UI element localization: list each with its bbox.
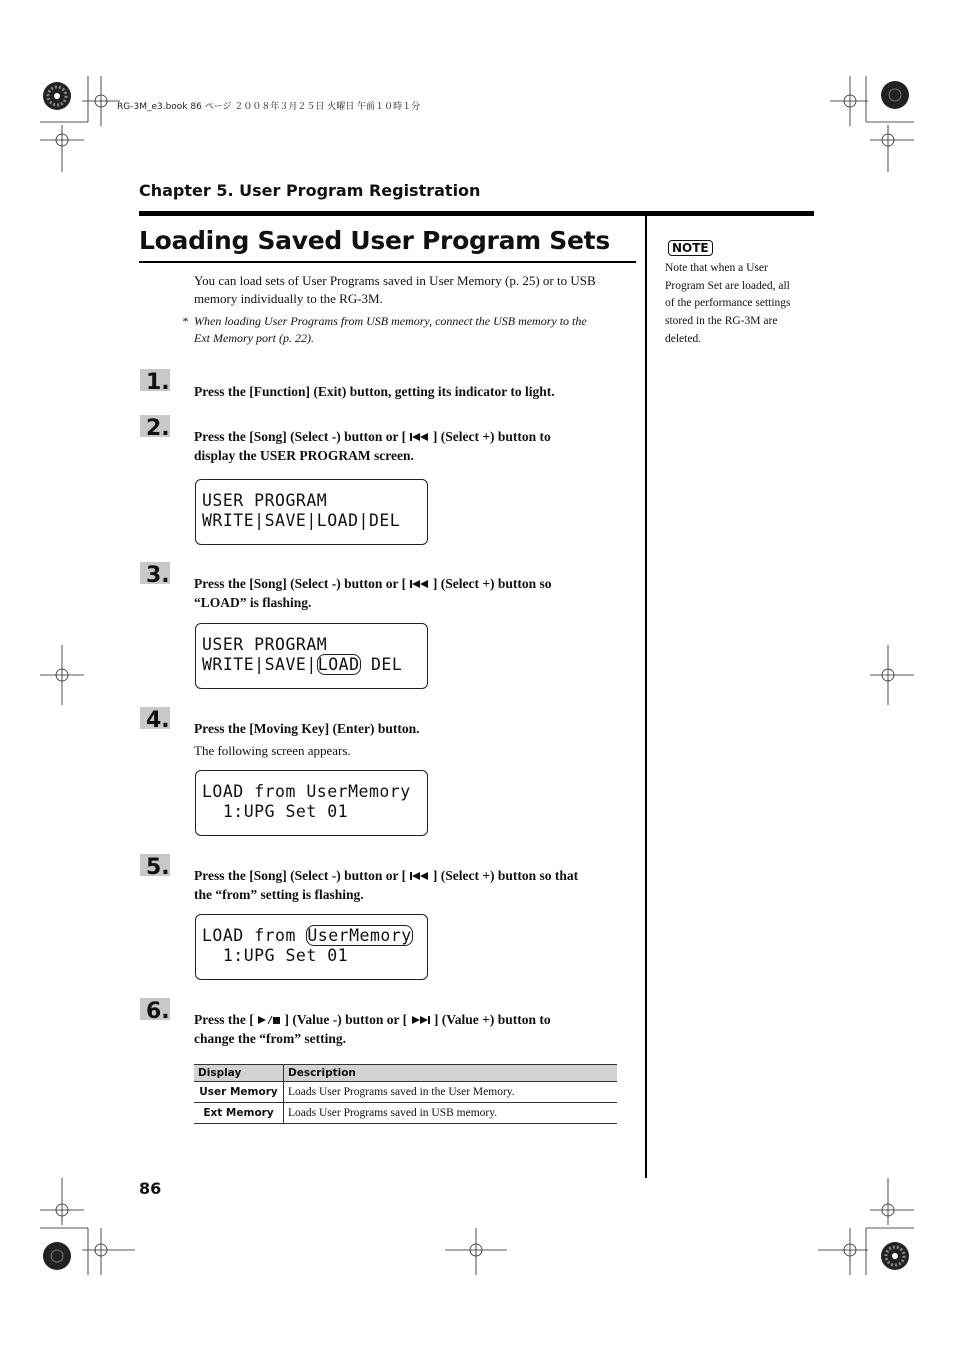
- lcd-text: LOAD from: [202, 926, 307, 945]
- page-number: 86: [139, 1179, 162, 1198]
- usb-note-line: Ext Memory port (p. 22).: [194, 331, 314, 345]
- table-cell-description: Loads User Programs saved in USB memory.: [284, 1103, 618, 1124]
- lcd-text: WRITE|SAVE|: [202, 655, 317, 674]
- sidebar-note-line: Note that when a User: [665, 262, 768, 274]
- note-badge: NOTE: [668, 240, 713, 256]
- table-header: Description: [284, 1065, 618, 1082]
- step-text-part: ] (Select +) button so: [432, 576, 552, 591]
- step-text-part: ] (Value +) button to: [433, 1012, 551, 1027]
- intro-line: You can load sets of User Programs saved in User Memory (p. 25) or to USB: [194, 273, 596, 288]
- step-6-text: [194, 1011, 634, 1049]
- step-text-part: change the “from” setting.: [194, 1031, 346, 1047]
- table-header-row: [194, 1065, 617, 1082]
- note-badge-wrap: [668, 239, 713, 257]
- lcd-line: USER PROGRAM: [202, 491, 328, 510]
- step-text-part: ] (Value -) button or [: [284, 1012, 408, 1027]
- step-3-text: [194, 575, 634, 613]
- header-rule: [139, 211, 814, 216]
- step-1-text: Press the [Function] (Exit) button, getting its indicator to light.: [194, 384, 555, 399]
- lcd-screen-load-from: [195, 770, 428, 836]
- step-2-text: [194, 428, 634, 466]
- chapter-heading: Chapter 5. User Program Registration: [139, 181, 481, 200]
- table-cell-description: Loads User Programs saved in the User Memory.: [284, 1082, 618, 1103]
- step-number: 5.: [146, 855, 170, 880]
- sidebar-note-line: of the performance settings: [665, 297, 791, 310]
- sidebar-note-line: deleted.: [665, 332, 702, 345]
- lcd-line: [202, 926, 413, 945]
- step-text-part: the “from” setting is flashing.: [194, 887, 364, 903]
- step-number: 6.: [146, 999, 170, 1024]
- play-stop-icon: [257, 1012, 281, 1031]
- step-number: 3.: [146, 563, 170, 588]
- lcd-highlight-usermemory: UserMemory: [307, 926, 412, 945]
- step-text-part: Press the [Song] (Select -) button or [: [194, 429, 407, 444]
- step-number: 4.: [146, 708, 170, 733]
- next-track-icon: [411, 1012, 431, 1031]
- lcd-line: WRITE|SAVE|LOAD|DEL: [202, 511, 401, 530]
- step-number: 2.: [146, 416, 170, 441]
- step-number: 1.: [146, 370, 170, 395]
- step-text-part: display the USER PROGRAM screen.: [194, 448, 414, 464]
- title-rule: [139, 261, 636, 263]
- table-header: Display: [194, 1065, 284, 1082]
- step-5-text: [194, 867, 639, 905]
- lcd-highlight-load: LOAD: [317, 655, 360, 674]
- intro-line: memory individually to the RG-3M.: [194, 290, 383, 306]
- sidebar-note-line: stored in the RG-3M are: [665, 315, 778, 328]
- lcd-line: LOAD from UserMemory: [202, 782, 411, 801]
- table-cell-display: Ext Memory: [194, 1103, 284, 1124]
- column-divider: [645, 214, 647, 1178]
- note-star: *: [182, 314, 188, 328]
- prev-track-icon: [409, 868, 429, 887]
- usb-note-line: When loading User Programs from USB memory, connect the USB memory to the: [194, 314, 587, 328]
- table-cell-display: User Memory: [194, 1082, 284, 1103]
- lcd-screen-user-program: [195, 479, 428, 545]
- lcd-screen-from-flashing: [195, 914, 428, 980]
- lcd-line: USER PROGRAM: [202, 635, 328, 654]
- usb-note: [194, 313, 639, 347]
- lcd-line: 1:UPG Set 01: [202, 802, 349, 821]
- step-text-part: ] (Select +) button to: [432, 429, 551, 444]
- step-text-part: “LOAD” is flashing.: [194, 595, 312, 611]
- lcd-line: [202, 655, 402, 674]
- page-title: Loading Saved User Program Sets: [139, 226, 610, 255]
- step-text-part: Press the [Song] (Select -) button or [: [194, 868, 407, 883]
- crop-info-text: RG-3M_e3.book 86 ページ ２００８年３月２５日 火曜日 午前１０時１分: [117, 102, 421, 112]
- step-4-text: Press the [Moving Key] (Enter) button.: [194, 721, 420, 736]
- step-text-part: Press the [: [194, 1012, 254, 1027]
- intro-paragraph: [194, 272, 634, 307]
- step-4-subtext: The following screen appears.: [194, 743, 351, 758]
- lcd-screen-load-flashing: [195, 623, 428, 689]
- table-row: [194, 1103, 617, 1124]
- prev-track-icon: [409, 576, 429, 595]
- step-text-part: ] (Select +) button so that: [432, 868, 579, 883]
- sidebar-note-line: Program Set are loaded, all: [665, 279, 790, 292]
- lcd-text: DEL: [360, 655, 403, 674]
- display-description-table: [194, 1064, 617, 1124]
- lcd-line: 1:UPG Set 01: [202, 946, 349, 965]
- sidebar-note: [665, 260, 815, 349]
- step-text-part: Press the [Song] (Select -) button or [: [194, 576, 407, 591]
- prev-track-icon: [409, 429, 429, 448]
- table-row: [194, 1082, 617, 1103]
